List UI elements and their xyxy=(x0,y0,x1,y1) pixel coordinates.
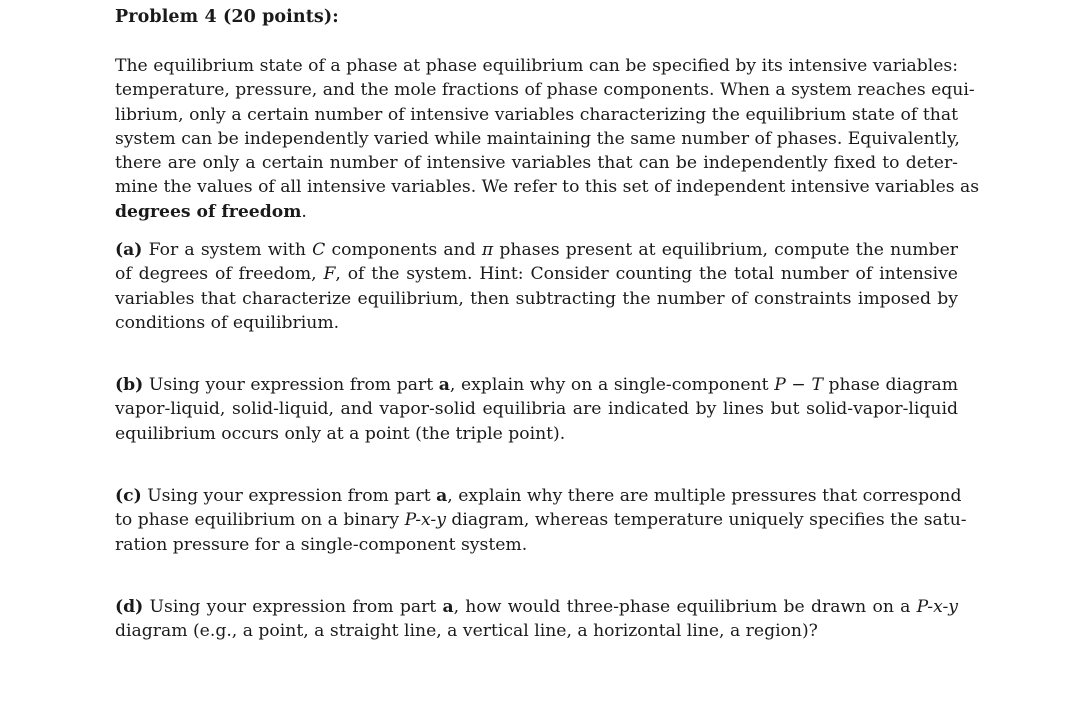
problem-title: Problem 4 (20 points): xyxy=(115,7,339,27)
part-c-line: ration pressure for a single-component system. xyxy=(115,534,528,555)
intro-end: . xyxy=(301,201,307,222)
part-c-text: , explain why there are multiple pressures that correspond xyxy=(447,486,962,506)
minus-sign: − xyxy=(785,375,812,395)
part-c-line xyxy=(115,508,967,532)
intro-line: system can be independently varied while maintaining the same number of phases. Equivalently, xyxy=(115,128,960,149)
part-b-text: Using your expression from part xyxy=(143,375,439,395)
var-pi: π xyxy=(481,240,494,260)
part-d-text: Using your expression from part xyxy=(143,597,443,617)
part-a-line xyxy=(115,238,958,262)
part-c-label: (c) xyxy=(115,486,142,506)
intro-paragraph xyxy=(115,54,980,224)
var-t: T xyxy=(811,375,823,395)
intro-line: librium, only a certain number of intensive variables characterizing the equilibrium state of that xyxy=(115,104,958,125)
part-c-line xyxy=(115,484,962,508)
part-b-line: vapor-liquid, solid-liquid, and vapor-solid equilibria are indicated by lines but solid-vapor-liquid xyxy=(115,399,958,420)
part-a-label: (a) xyxy=(115,240,143,260)
intro-line: The equilibrium state of a phase at phase equilibrium can be specified by its intensive variables: xyxy=(115,56,958,76)
part-c xyxy=(115,484,967,557)
part-b-text: phase diagram xyxy=(822,375,958,395)
part-ref: a xyxy=(438,375,450,395)
part-c-text: to phase equilibrium on a binary xyxy=(115,510,405,531)
pxy-diagram: P-x-y xyxy=(404,510,446,531)
part-a-text: of degrees of freedom, xyxy=(115,264,324,285)
intro-line: there are only a certain number of intensive variables that can be independently fixed to deter- xyxy=(115,153,958,174)
var-p: P xyxy=(774,375,786,395)
part-b-text: , explain why on a single-component xyxy=(449,375,775,395)
degrees-of-freedom-term: degrees of freedom xyxy=(115,201,302,222)
var-f: F xyxy=(323,264,336,285)
part-b xyxy=(115,373,958,446)
part-b-line: equilibrium occurs only at a point (the triple point). xyxy=(115,423,566,444)
part-ref: a xyxy=(436,486,448,506)
part-a-text: , of the system. Hint: Consider counting the total number of intensive xyxy=(335,264,958,285)
intro-line: mine the values of all intensive variables. We refer to this set of independent intensive variables as xyxy=(115,177,980,198)
part-c-text: diagram, whereas temperature uniquely specifies the satu- xyxy=(445,510,967,531)
part-d xyxy=(115,595,958,644)
part-d-text: , how would three-phase equilibrium be drawn on a xyxy=(453,597,917,617)
part-a-line: conditions of equilibrium. xyxy=(115,312,340,333)
intro-line xyxy=(115,200,958,224)
part-ref: a xyxy=(442,597,454,617)
part-b-label: (b) xyxy=(115,375,144,395)
part-a-line xyxy=(115,262,958,286)
part-a-line: variables that characterize equilibrium, then subtracting the number of constraints imposed by xyxy=(115,288,958,309)
part-d-label: (d) xyxy=(115,597,144,617)
part-c-text: Using your expression from part xyxy=(141,486,437,506)
part-d-line xyxy=(115,595,958,619)
part-a-text: For a system with xyxy=(142,240,313,260)
part-a-text: phases present at equilibrium, compute the number xyxy=(493,240,958,260)
pxy-diagram: P-x-y xyxy=(916,597,959,617)
part-a xyxy=(115,238,958,335)
part-a-text: components and xyxy=(325,240,482,260)
part-d-line: diagram (e.g., a point, a straight line, a vertical line, a horizontal line, a region)? xyxy=(115,621,818,642)
var-c: C xyxy=(312,240,326,260)
part-b-line xyxy=(115,373,958,397)
intro-line: temperature, pressure, and the mole fractions of phase components. When a system reaches equi- xyxy=(115,80,975,101)
